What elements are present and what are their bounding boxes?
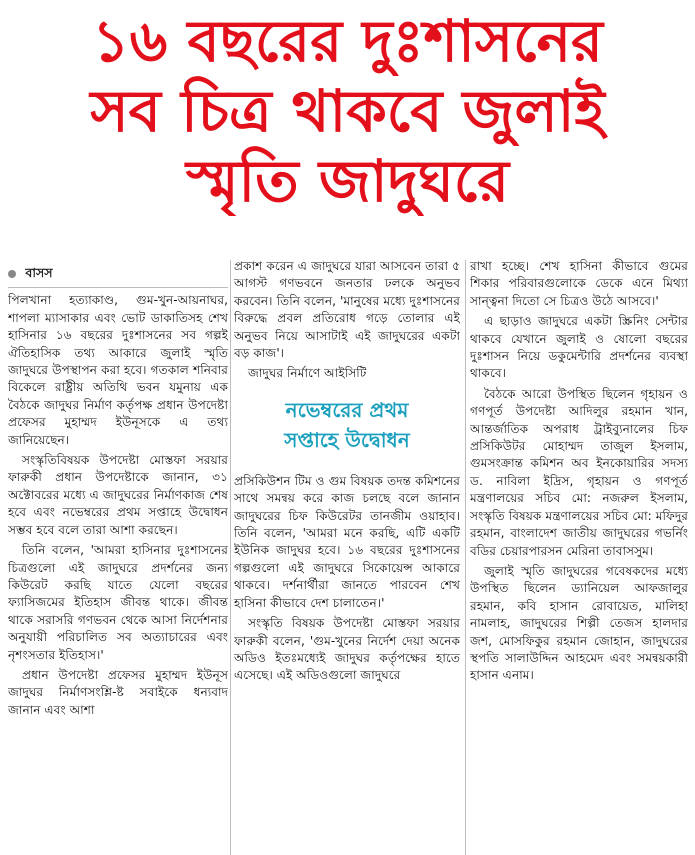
subheading-line-1: নভেম্বরের প্রথম [285, 397, 409, 422]
paragraph: প্রসিকিউশন টিম ও গুম বিষয়ক তদন্ত কমিশনের সাথে সমন্বয় করে কাজ চলছে বলে জানান জাদুঘরের চিফ কিউরেটর তানজীম ওয়াহাব। তিনি বলেন, 'আমরা মনে করছি, এটি একটি ইউনিক জাদুঘর হবে। ১৬ বছরের দুঃশাসনের গল্পগুলো এই জাদুঘরে সিকোয়েন্স আকারে থাকবে। দর্শনার্থীরা জানতে পারবেন শেখ হাসিনা কীভাবে দেশ চালাতেন।' [234, 473, 460, 610]
subheading-line-2: সপ্তাহে উদ্বোধন [284, 427, 410, 452]
byline-rule [8, 287, 228, 288]
bullet-icon [8, 270, 16, 278]
paragraph: জুলাই স্মৃতি জাদুঘরের গবেষকদের মধ্যে উপস্থিত ছিলেন ড্যানিয়েল আফজালুর রহমান, কবি হাসান রোবায়েত, মালিহা নামলাহ, জাদুঘরের শিল্পী তেজস হালদার জশ, মোসফিকুর রহমান জোহান, জাদুঘরের স্থপতি সালাউদ্দিন আহমেদ এবং সমন্বয়কারী হাসান এনাম। [470, 563, 688, 683]
byline-text: বাসস [25, 265, 53, 280]
column-divider [465, 260, 466, 855]
headline-line-2: সব চিত্র থাকবে জুলাই [90, 77, 605, 145]
headline-line-1: ১৬ বছরের দুঃশাসনের [92, 7, 603, 75]
column-divider [230, 260, 231, 855]
paragraph: প্রধান উপদেষ্টা প্রফেসর মুহাম্মদ ইউনূস জাদুঘর নির্মাণসংশ্লি-ষ্ট সবাইকে ধন্যবাদ জানান এবং আশা [8, 667, 228, 717]
article-column-2 [234, 258, 460, 855]
paragraph: জাদুঘর নির্মাণে আইসিটি [248, 366, 367, 381]
paragraph: তিনি বলেন, 'আমরা হাসিনার দুঃশাসনের চিত্রগুলো এই জাদুঘরে প্রদর্শনের জন্য কিউরেট করছি যাতে যেলো বছরের ফ্যাসিজমের ইতিহাস জীবন্ত থাকে। জীবন্ত থাকে সরাসরি গণভবন থেকে আসা নির্দেশনার অনুযায়ী পরিচালিত সব অত্যাচারের এবং নৃশংসতার ইতিহাস।' [8, 543, 228, 662]
article-body [0, 214, 695, 855]
subheading [234, 395, 460, 455]
headline [0, 0, 695, 215]
paragraph: রাখা হচ্ছে। শেখ হাসিনা কীভাবে গুমের শিকার পরিবারগুলোকে ডেকে এনে মিথ্যা সান্ত্বনা দিতো সে চিত্রও উঠে আসবে।' [470, 259, 688, 308]
headline-line-3: স্মৃতি জাদুঘরে [185, 147, 510, 215]
paragraph: প্রকাশ করেন এ জাদুঘরে যারা আসবেন তারা ৫ আগস্ট গণভবনে জনতার ঢলকে অনুভব করবেন। তিনি বলেন, 'মানুষের মধ্যে দুঃশাসনের বিরুদ্ধে প্রবল প্রতিরোধ গড়ে তোলার এই অনুভব নিয়ে আসাটাই এই জাদুঘরের একটা বড় কাজ'। [234, 259, 460, 361]
paragraph: এ ছাড়াও জাদুঘরে একটা স্ক্রিনিং সেন্টার থাকবে যেখানে জুলাই ও ষোলো বছরের দুঃশাসন নিয়ে ডকুমেন্টারি প্রদর্শনের ব্যবস্থা থাকবে। [470, 314, 688, 381]
paragraph: সংস্কৃতিবিষয়ক উপদেষ্টা মোস্তফা সরয়ার ফারুকী প্রধান উপদেষ্টাকে জানান, ৩১ অক্টোবরের মধ্যে এ জাদুঘরের নির্মাণকাজ শেষ হবে এবং নভেম্বরের প্রথম সপ্তাহে উদ্বোধন সম্ভব হবে বলে তারা আশা করছেন। [8, 453, 228, 537]
paragraph: পিলখানা হত্যাকাণ্ড, গুম-খুন-আয়নাঘর, শাপলা ম্যাসাকার এবং ভোট ডাকাতিসহ শেখ হাসিনার ১৬ বছরের দুঃশাসনের সব গল্পই ঐতিহাসিক তথ্য আকারে জুলাই স্মৃতি জাদুঘরে উপস্থাপন করা হবে। গতকাল শনিবার বিকেলে রাষ্ট্রীয় অতিথি ভবন যমুনায় এক বৈঠকে জাদুঘর নির্মাণ কর্তৃপক্ষ প্রধান উপদেষ্টা প্রফেসর মুহাম্মদ ইউনূসকে এ তথ্য জানিয়েছেন। [8, 293, 228, 447]
article-column-1 [8, 264, 228, 855]
paragraph: সংস্কৃতি বিষয়ক উপদেষ্টা মোস্তফা সরয়ার ফারুকী বলেন, 'গুম-খুনের নির্দেশ দেয়া অনেক অডিও ইতঃমধ্যেই জাদুঘর কর্তৃপক্ষের হাতে এসেছে। এই অডিওগুলো জাদুঘরে [234, 616, 460, 683]
article-column-3 [470, 258, 688, 855]
byline [8, 264, 228, 281]
paragraph: বৈঠকে আরো উপস্থিত ছিলেন গৃহায়ন ও গণপূর্ত উপদেষ্টা আদিলুর রহমান খান, আন্তর্জাতিক অপরাধ ট্রাইব্যুনালের চিফ প্রসিকিউটর মোহাম্মদ তাজুল ইসলাম, গুমসংক্রান্ত কমিশন অব ইনকোয়ারির সদস্য ড. নাবিলা ইদ্রিস, গৃহায়ন ও গণপূর্ত মন্ত্রণালয়ের সচিব মো: নজরুল ইসলাম, সংস্কৃতি বিষয়ক মন্ত্রণালয়ের সচিব মো: মফিদুর রহমান, বাংলাদেশ জাতীয় জাদুঘরের গভর্নিং বডির চেয়ারপারসন মেরিনা তাবাসসুম। [470, 386, 688, 558]
